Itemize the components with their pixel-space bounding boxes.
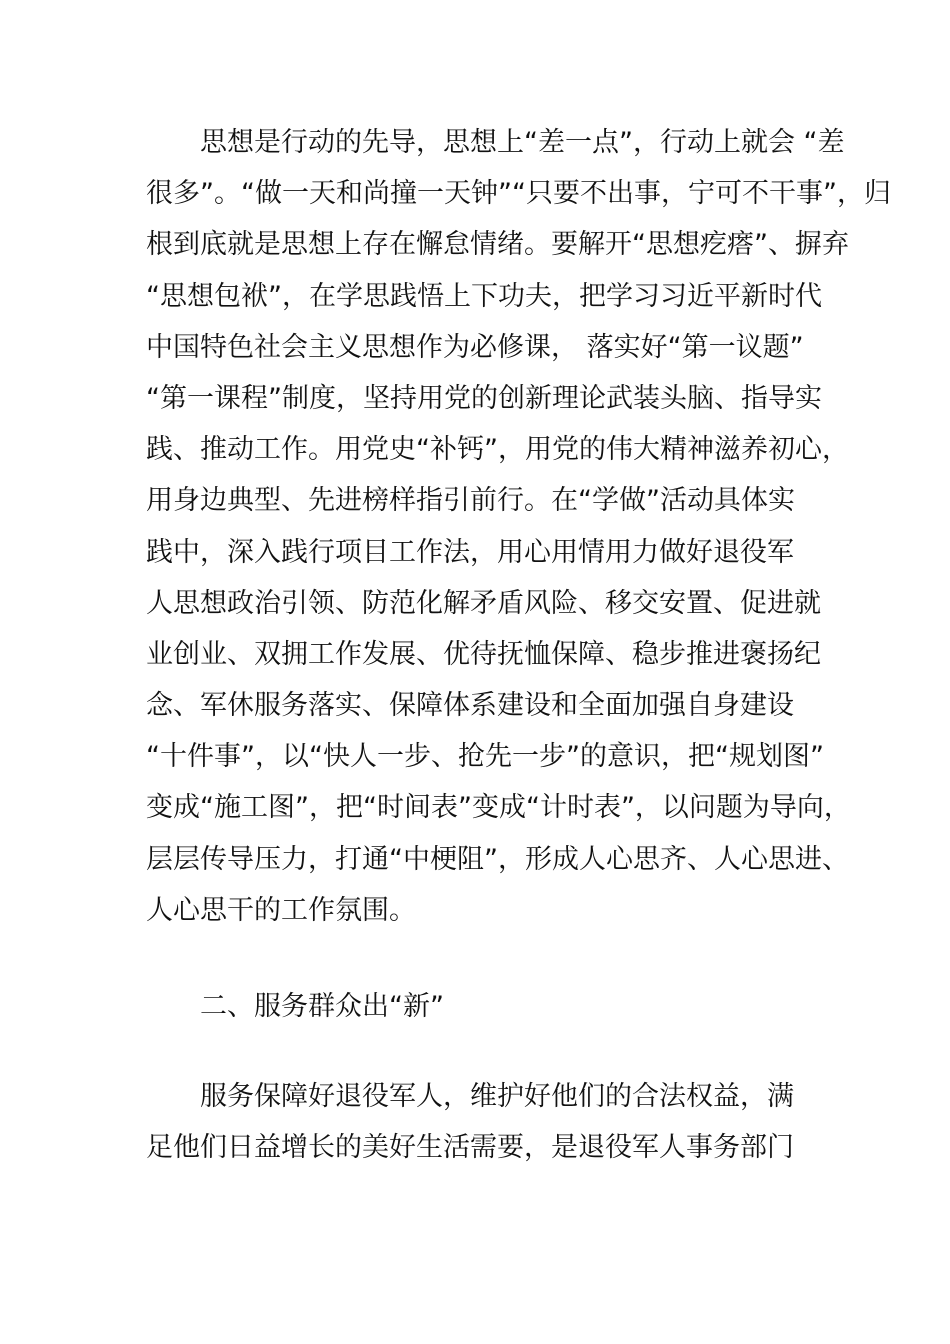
paragraph-line: 人心思干的工作氛围。 [146,894,416,926]
paragraph-line: 人思想政治引领、防范化解矛盾风险、移交安置、促进就 [146,587,821,619]
paragraph-line: 中国特色社会主义思想作为必修课， 落实好“第一议题” [146,331,804,363]
paragraph-line: 业创业、双拥工作发展、优待抚恤保障、稳步推进褒扬纪 [146,638,821,670]
paragraph-line: “十件事”，以“快人一步、抢先一步”的意识，把“规划图” [146,741,824,773]
paragraph-line: 变成“施工图”，把“时间表”变成“计时表”，以问题为导向， [146,792,851,824]
paragraph-line: 层层传导压力，打通“中梗阻”，形成人心思齐、人心思进、 [146,843,849,875]
paragraph-line: 思想是行动的先导，思想上“差一点”，行动上就会 “差 [200,127,845,158]
paragraph-line: 念、军休服务落实、保障体系建设和全面加强自身建设 [146,690,794,722]
section-heading [146,981,846,1032]
paragraph-line: 足他们日益增长的美好生活需要，是退役军人事务部门 [146,1132,794,1164]
paragraph-line: “思想包袱”，在学思践悟上下功夫，把学习习近平新时代 [146,280,822,312]
body-paragraph-2 [146,1071,846,1173]
body-paragraph-1 [146,117,891,936]
paragraph-line: 很多”。“做一天和尚撞一天钟”“只要不出事，宁可不干事”，归 [146,178,891,210]
paragraph-line: 用身边典型、先进榜样指引前行。在“学做”活动具体实 [146,485,795,517]
paragraph-line: 服务保障好退役军人，维护好他们的合法权益，满 [200,1081,794,1112]
paragraph-line: 践中，深入践行项目工作法，用心用情用力做好退役军 [146,536,794,568]
section-heading-text: 二、服务群众出“新” [200,991,444,1022]
paragraph-line: 践、推动工作。用党史“补钙”，用党的伟大精神滋养初心， [146,434,849,466]
paragraph-line: 根到底就是思想上存在懈怠情绪。要解开“思想疙瘩”、摒弃 [146,229,849,261]
paragraph-line: “第一课程”制度，坚持用党的创新理论武装头脑、指导实 [146,382,822,414]
